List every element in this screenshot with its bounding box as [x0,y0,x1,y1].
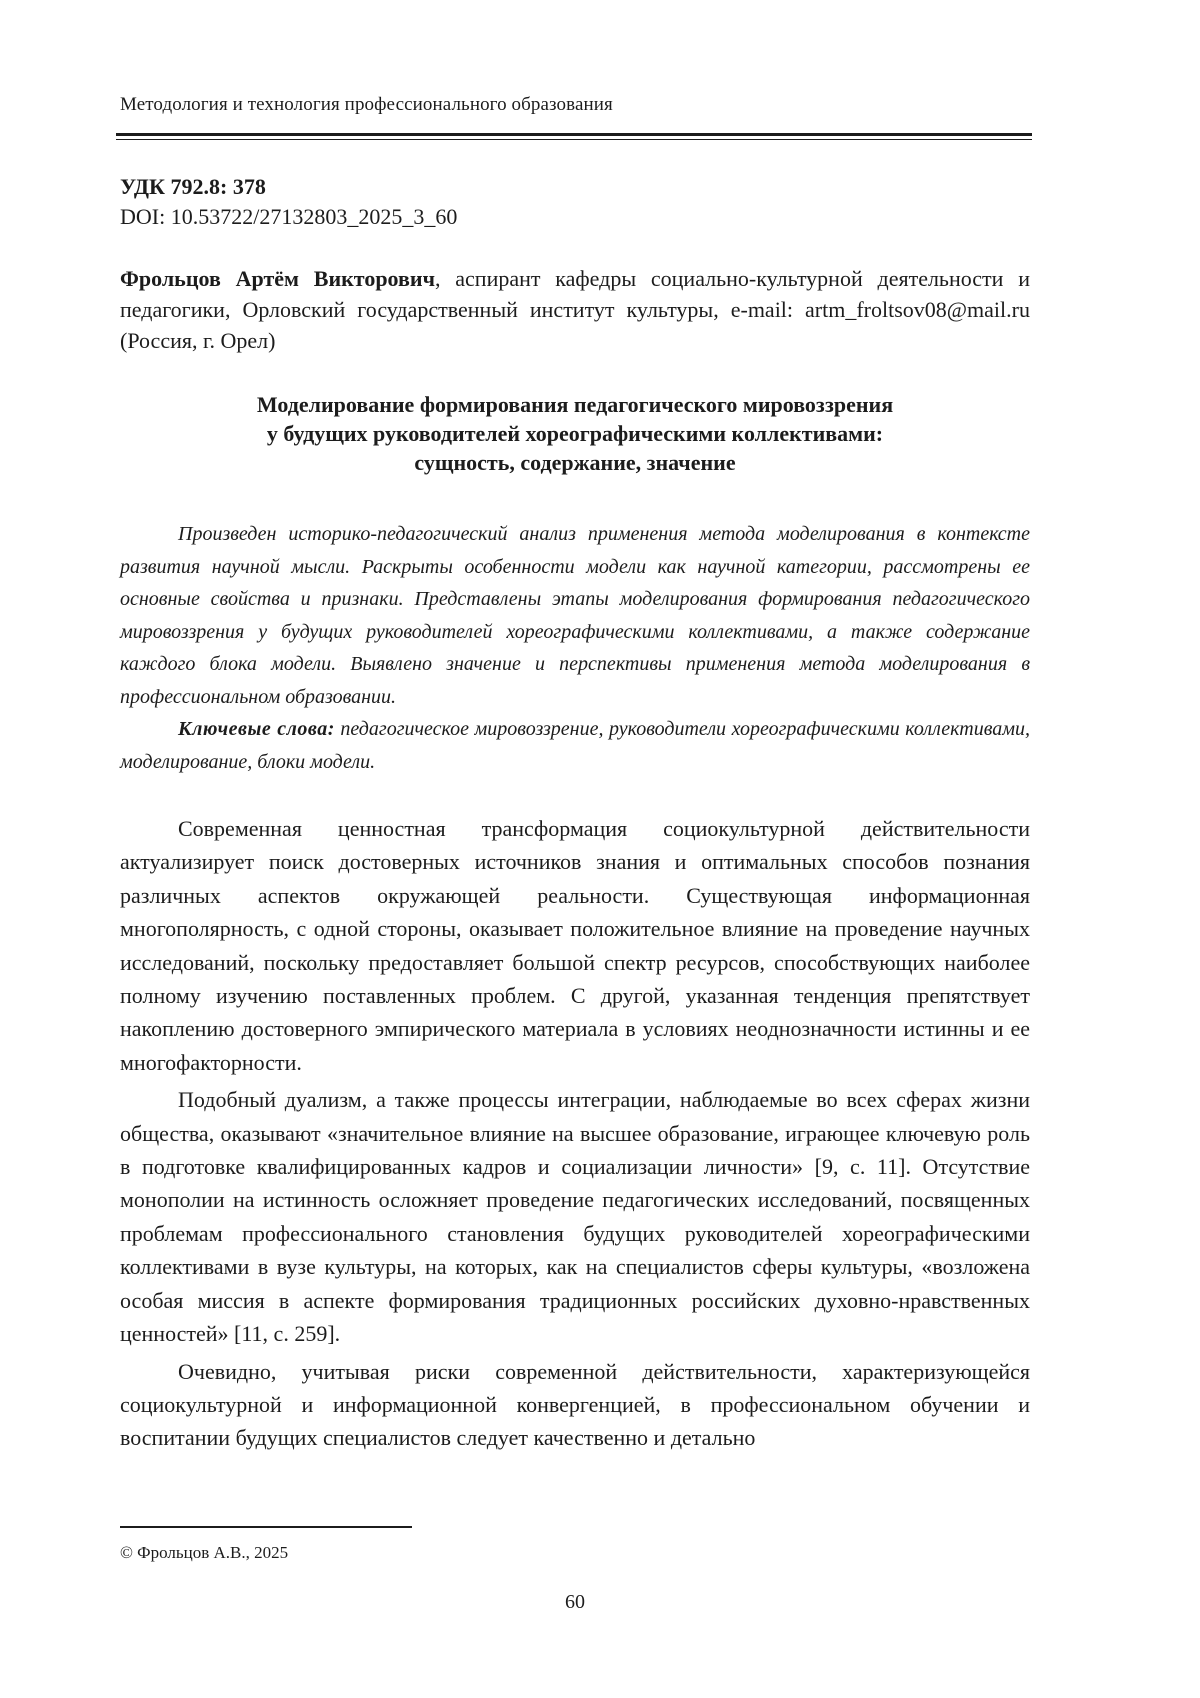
body-paragraph: Подобный дуализм, а также процессы интеграции, наблюдаемые во всех сферах жизни общества, оказывают «значительное влияние на высшее образование, играющее ключевую роль в подготовке квалифицированных кадров и социализации личности» [9, с. 11]. Отсутствие монополии на истинность осложняет проведение педагогических исследований, посвященных проблемам профессионального становления будущих руководителей хореографическими коллективами в вузе культуры, на которых, как на специалистов сферы культуры, «возложена особая миссия в аспекте формирования традиционных российских духовно-нравственных ценностей» [11, с. 259]. [120,1087,1030,1347]
title-line-2: у будущих руководителей хореографическими коллективами: [266,421,884,446]
header-rule-thin [116,139,1032,140]
doi: DOI: 10.53722/27132803_2025_3_60 [120,204,458,229]
abstract-text: Произведен историко-педагогический анализ применения метода моделирования в контексте развития научной мысли. Раскрыты особенности модели как научной категории, рассмотрены ее основные свойства и признаки. Представлены этапы моделирования формирования педагогического мировоззрения у будущих руководителей хореографическими коллективами, а также содержание каждого блока модели. Выявлено значение и перспективы применения метода моделирования в профессиональном образовании. [120,523,1030,708]
header-rule-thick [116,133,1032,136]
author-affiliation: , аспирант кафедры социально-культурной деятельности и педагогики, Орловский государственный институт культуры, e-mail: artm_froltsov08@mail.ru (Россия, г. Орел) [120,266,1030,353]
title-line-1: Моделирование формирования педагогического мировоззрения [256,392,894,417]
udk-code: УДК 792.8: 378 [120,174,266,199]
keywords [120,713,1030,778]
body-paragraph: Очевидно, учитывая риски современной действительности, характеризующейся социокультурной и информационной конвергенцией, в профессиональном обучении и воспитании будущих специалистов следует качественно и детально [120,1358,1030,1451]
body-paragraph: Современная ценностная трансформация социокультурной действительности актуализирует поиск достоверных источников знания и оптимальных способов познания различных аспектов окружающей реальности. Существующая информационная многополярность, с одной стороны, оказывает положительное влияние на проведение научных исследований, поскольку предоставляет большой спектр ресурсов, способствующих наиболее полному изучению поставленных проблем. С другой, указанная тенденция препятствует накоплению достоверного эмпирического материала в условиях неоднозначности истинны и ее многофакторности. [120,816,1030,1075]
article-body [120,812,1030,1459]
page-number: 60 [565,1591,585,1613]
running-header: Методология и технология профессионального образования [120,94,613,115]
author-name: Фрольцов Артём Викторович [120,266,435,291]
title-line-3: сущность, содержание, значение [414,450,736,475]
journal-page [120,0,1030,1698]
article-title [120,390,1030,477]
keywords-label: Ключевые слова: [178,718,335,740]
abstract [120,518,1030,778]
keywords-list: педагогическое мировоззрение, руководители хореографическими коллективами, моделирование, блоки модели. [120,718,1031,773]
copyright-footnote: © Фрольцов А.В., 2025 [120,1543,289,1562]
footnote-rule [120,1526,412,1528]
author-info [120,263,1030,356]
